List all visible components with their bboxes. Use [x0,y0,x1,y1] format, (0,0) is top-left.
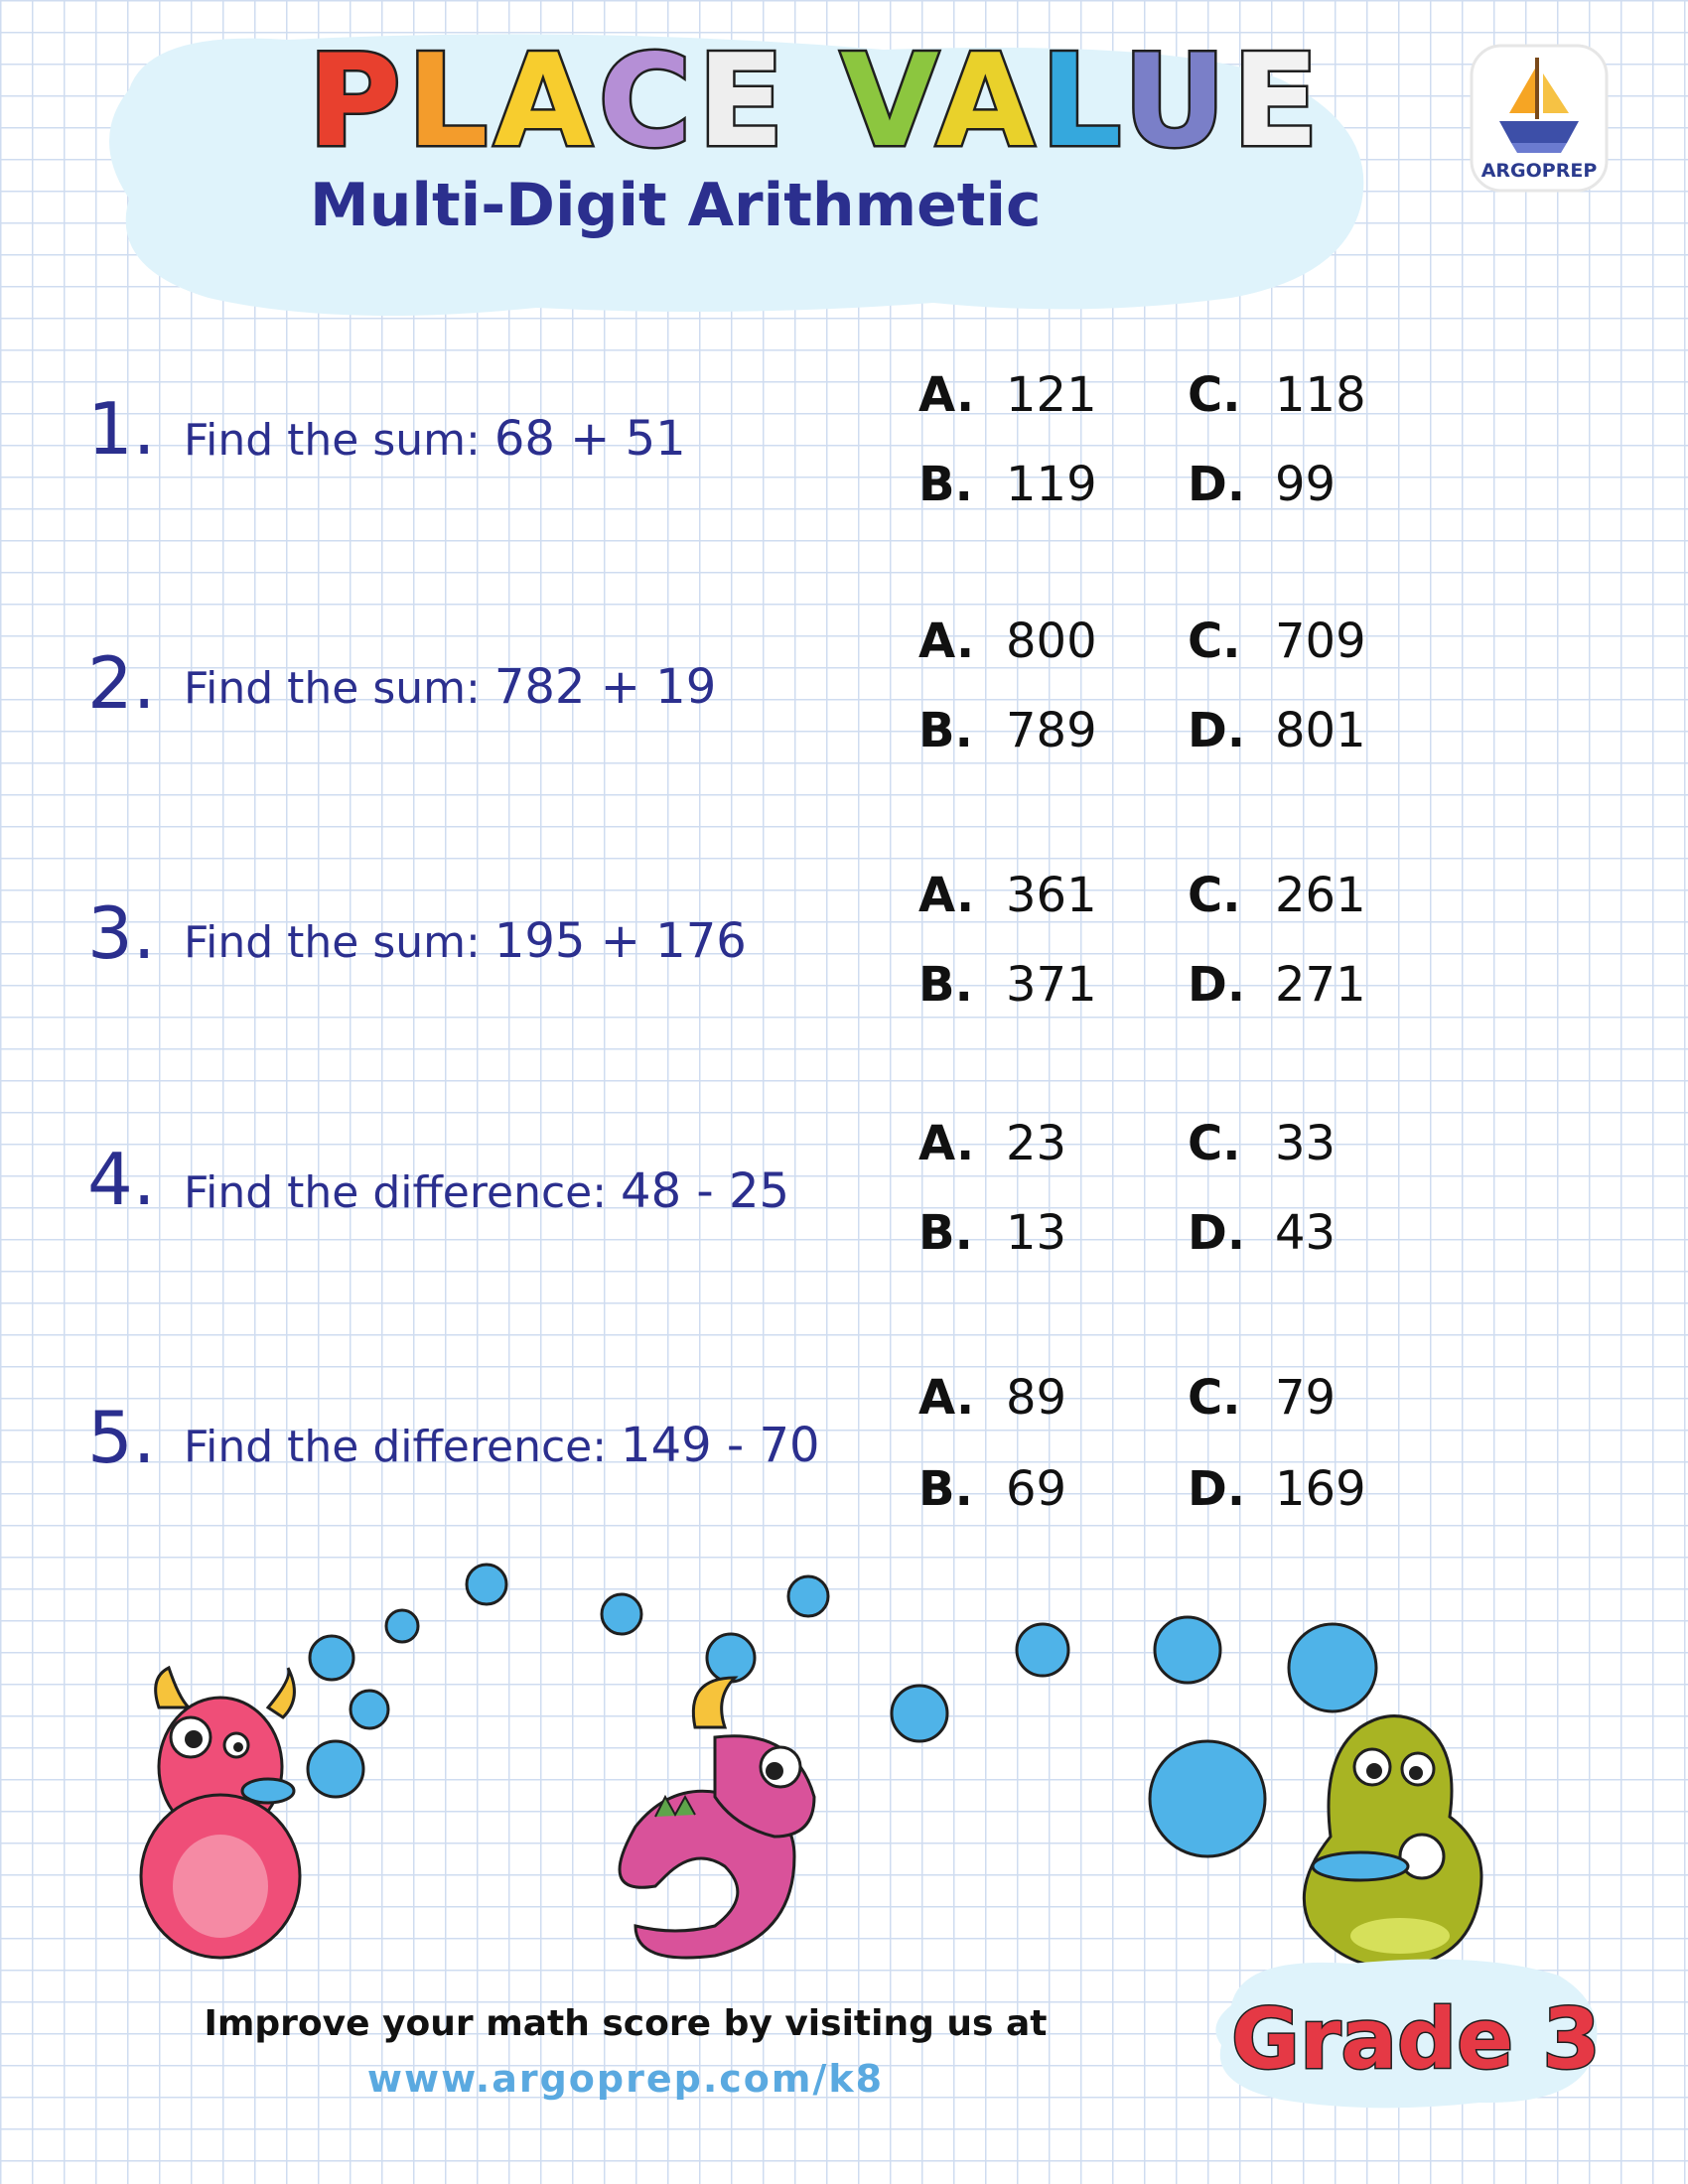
page-subtitle: Multi-Digit Arithmetic [310,171,1042,240]
option-d[interactable]: D. 169 [1188,1461,1366,1517]
monsters-illustration [119,1559,1569,1976]
question-expression: 68 + 51 [493,411,686,467]
option-value: 13 [1006,1205,1067,1261]
question-text [184,657,716,719]
option-value: 121 [1006,367,1097,423]
option-b[interactable]: B. 789 [918,703,1097,758]
title-letter: A [935,28,1041,176]
title-letter: E [1231,28,1326,176]
question-prompt: Find the sum: [184,917,481,968]
question-number: 3. [87,891,156,975]
question-number: 1. [87,387,156,471]
footer-url-link[interactable]: www.argoprep.com/k8 [366,2057,885,2101]
purple-monster-icon [620,1678,814,1958]
question-number: 2. [87,641,156,725]
option-c[interactable]: C. 118 [1188,367,1366,423]
logo-text: ARGOPREP [1480,160,1598,182]
option-b[interactable]: B. 119 [918,457,1097,512]
bubble-icons [308,1565,1376,1856]
question-prompt: Find the sum: [184,663,481,714]
title-letter: V [840,28,936,176]
option-c[interactable]: C. 709 [1188,614,1366,669]
option-value: 23 [1006,1116,1067,1171]
option-value: 99 [1275,457,1336,512]
question-text [184,1161,789,1223]
title-letter: E [697,28,790,176]
option-b[interactable]: B. 371 [918,957,1097,1013]
option-value: 789 [1006,703,1097,758]
title-letter: L [406,28,494,176]
pink-monster-icon [141,1668,300,1958]
question-text [184,409,686,471]
option-value: 89 [1006,1370,1067,1426]
page-title [308,28,1325,177]
option-value: 43 [1275,1205,1336,1261]
option-value: 261 [1275,868,1366,923]
option-value: 79 [1275,1370,1336,1426]
grade-label: Grade 3 [1231,1990,1601,2088]
option-d[interactable]: D. 801 [1188,703,1366,758]
option-value: 69 [1006,1461,1067,1517]
option-a[interactable]: A. 361 [918,868,1097,923]
question-number: 5. [87,1396,156,1479]
title-letter: L [1040,28,1123,176]
question-expression: 149 - 70 [621,1418,820,1473]
option-value: 169 [1275,1461,1366,1517]
argoprep-logo [1470,44,1609,193]
option-c[interactable]: C. 261 [1188,868,1366,923]
title-letter: A [493,28,599,176]
option-value: 33 [1275,1116,1336,1171]
option-b[interactable]: B. 13 [918,1205,1067,1261]
question-expression: 48 - 25 [621,1163,790,1219]
option-a[interactable]: A. 121 [918,367,1097,423]
option-value: 801 [1275,703,1366,758]
question-prompt: Find the difference: [184,1422,608,1472]
option-d[interactable]: D. 271 [1188,957,1366,1013]
option-d[interactable]: D. 43 [1188,1205,1336,1261]
question-expression: 195 + 176 [493,913,747,969]
question-prompt: Find the sum: [184,415,481,466]
title-letter: P [308,28,407,176]
question-prompt: Find the difference: [184,1167,608,1218]
title-letter: C [598,28,698,176]
footer-cta: Improve your math score by visiting us at [204,2003,1048,2044]
option-value: 271 [1275,957,1366,1013]
question-number: 4. [87,1138,156,1221]
option-a[interactable]: A. 89 [918,1370,1067,1426]
question-expression: 782 + 19 [493,659,717,715]
option-value: 119 [1006,457,1097,512]
option-c[interactable]: C. 79 [1188,1370,1336,1426]
option-value: 361 [1006,868,1097,923]
option-value: 709 [1275,614,1366,669]
question-text [184,911,747,973]
option-value: 118 [1275,367,1366,423]
option-value: 371 [1006,957,1097,1013]
option-c[interactable]: C. 33 [1188,1116,1336,1171]
option-d[interactable]: D. 99 [1188,457,1336,512]
title-letter: U [1122,28,1232,176]
option-a[interactable]: A. 23 [918,1116,1067,1171]
title-letter [790,28,841,176]
option-a[interactable]: A. 800 [918,614,1097,669]
option-b[interactable]: B. 69 [918,1461,1067,1517]
question-text [184,1416,820,1477]
green-monster-icon [1304,1716,1481,1968]
option-value: 800 [1006,614,1097,669]
